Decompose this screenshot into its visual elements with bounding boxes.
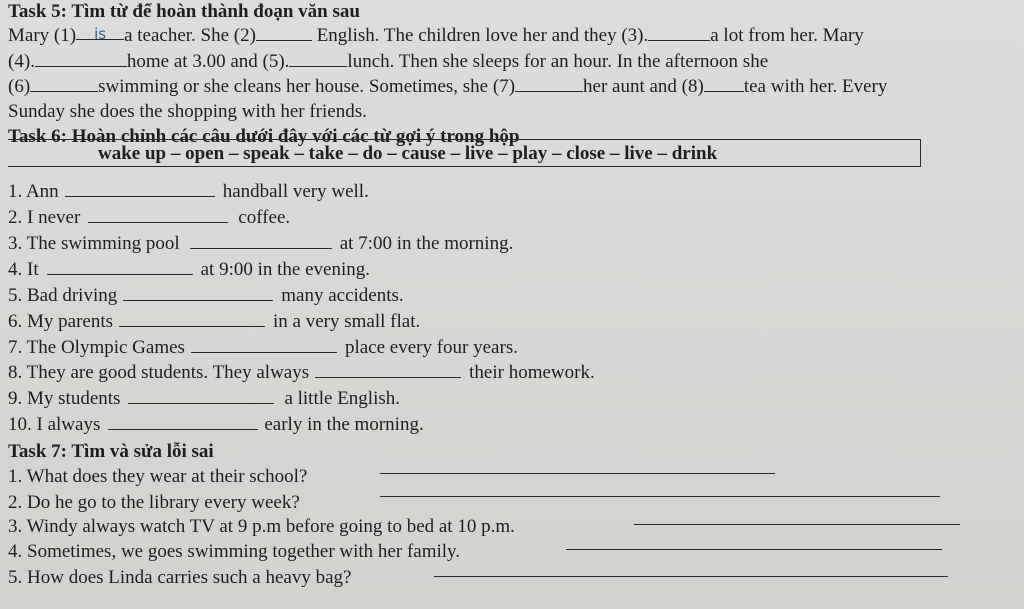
task5-heading: Task 5: Tìm từ để hoàn thành đoạn văn sau [8, 1, 360, 22]
item-text: at 9:00 in the evening. [200, 259, 370, 280]
task7-item-1: 1. What does they wear at their school? [8, 466, 308, 487]
task7-heading: Task 7: Tìm và sửa lỗi sai [8, 441, 214, 462]
item-text: at 7:00 in the morning. [339, 233, 514, 254]
text: English. The children love her and they (3). [316, 25, 649, 46]
item-text: 5. Bad driving [8, 285, 118, 306]
item-text: a little English. [284, 388, 401, 409]
text: her aunt and (8) [583, 76, 704, 97]
blank-7[interactable] [515, 77, 583, 92]
task5-line-4: Sunday she does the shopping with her friends. [8, 101, 367, 122]
task6-item-5 [8, 285, 404, 307]
correction-line-1[interactable] [380, 473, 775, 474]
item-text: 1. Ann [8, 181, 59, 202]
task7-item-4: 4. Sometimes, we goes swimming together with her family. [8, 541, 461, 562]
item-text: many accidents. [281, 285, 404, 306]
task5-line-3 [8, 76, 887, 98]
task5-line-2 [8, 51, 768, 73]
answer-blank[interactable] [191, 338, 337, 353]
text: home at 3.00 and (5). [126, 51, 290, 72]
correction-line-2[interactable] [380, 496, 940, 497]
answer-blank[interactable] [128, 389, 274, 404]
task5-line-1 [8, 25, 864, 47]
answer-blank[interactable] [315, 363, 461, 378]
task6-item-8 [8, 362, 595, 384]
task6-item-6 [8, 311, 420, 333]
answer-blank[interactable] [88, 208, 228, 223]
word-box-text: wake up – open – speak – take – do – cause – live – play – close – live – drink [98, 143, 718, 164]
item-text: in a very small flat. [273, 311, 421, 332]
item-text: 9. My students [8, 388, 121, 409]
text: (4). [8, 51, 35, 72]
answer-blank[interactable] [190, 234, 332, 249]
item-text: early in the morning. [264, 414, 424, 435]
item-text: 3. The swimming pool [8, 233, 180, 254]
answer-blank[interactable] [123, 286, 273, 301]
blank-2[interactable] [256, 26, 312, 41]
text: (6) [8, 76, 31, 97]
correction-line-3[interactable] [634, 524, 960, 525]
task6-item-9 [8, 388, 400, 410]
item-text: handball very well. [222, 181, 369, 202]
item-text: 4. It [8, 259, 39, 280]
blank-5[interactable] [289, 52, 347, 67]
item-text: 7. The Olympic Games [8, 337, 185, 358]
text: lunch. Then she sleeps for an hour. In the afternoon she [347, 51, 769, 72]
blank-4[interactable] [35, 52, 127, 67]
item-text: 10. I always [8, 414, 101, 435]
item-text: 8. They are good students. They always [8, 362, 310, 383]
item-text: 6. My parents [8, 311, 114, 332]
item-text: place every four years. [344, 337, 518, 358]
blank-8[interactable] [704, 77, 744, 92]
blank-1[interactable] [76, 25, 124, 43]
item-text: their homework. [469, 362, 595, 383]
text: a teacher. She (2) [124, 25, 256, 46]
word-box [8, 139, 921, 167]
text: swimming or she cleans her house. Sometimes, she (7) [98, 76, 516, 97]
item-text: coffee. [238, 207, 291, 228]
answer-blank[interactable] [47, 260, 193, 275]
blank-3[interactable] [648, 26, 710, 41]
correction-line-4[interactable] [566, 549, 942, 550]
task6-item-10 [8, 414, 424, 436]
task6-item-4 [8, 259, 370, 281]
text: a lot from her. Mary [710, 25, 864, 46]
handwritten-answer: is [94, 25, 107, 43]
task7-item-3: 3. Windy always watch TV at 9 p.m before going to bed at 10 p.m. [8, 516, 515, 537]
answer-blank[interactable] [119, 312, 265, 327]
blank-6[interactable] [30, 77, 98, 92]
task6-item-2 [8, 207, 290, 229]
answer-blank[interactable] [65, 182, 215, 197]
item-text: 2. I never [8, 207, 81, 228]
task6-heading: Task 6: Hoàn chỉnh các câu dưới đây với các từ gợi ý trong hộp [8, 126, 520, 147]
task6-item-7 [8, 337, 518, 359]
task6-item-3 [8, 233, 513, 255]
answer-blank[interactable] [108, 415, 258, 430]
text: Mary (1) [8, 25, 77, 46]
text: tea with her. Every [743, 76, 888, 97]
task6-item-1 [8, 181, 369, 203]
task7-item-5: 5. How does Linda carries such a heavy bag? [8, 567, 352, 588]
task7-item-2: 2. Do he go to the library every week? [8, 492, 300, 513]
correction-line-5[interactable] [434, 576, 948, 577]
